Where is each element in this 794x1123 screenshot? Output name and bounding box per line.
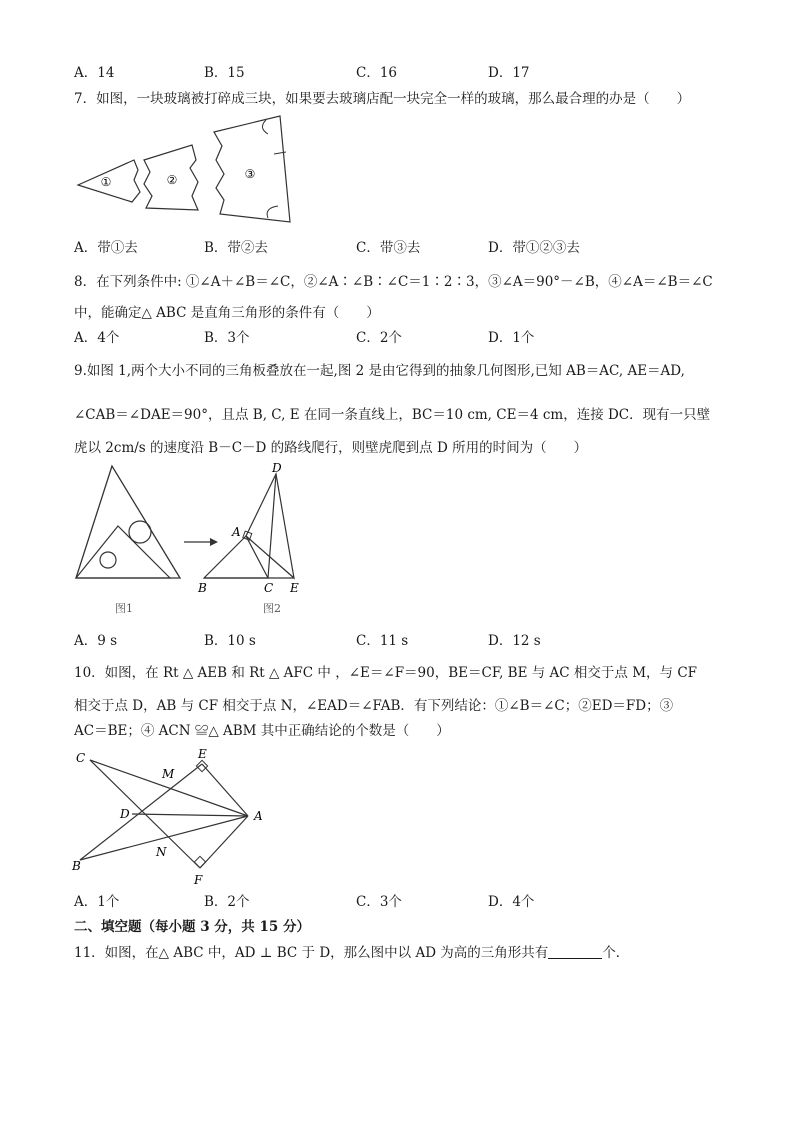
- q9-fig2-label-b: B: [198, 581, 207, 595]
- q10-label-c: C: [76, 751, 86, 765]
- q7-option-b: B．带②去: [204, 240, 268, 256]
- q8-options: [74, 329, 734, 347]
- q9-line-2: ∠CAB＝∠DAE＝90°，且点 B, C, E 在同一条直线上，BC＝10 cm, CE＝4 cm，连接 DC．现有一只壁: [74, 407, 711, 423]
- q9-figure: [72, 462, 312, 622]
- q9-option-a: A．9 s: [74, 633, 118, 649]
- q10-label-f: F: [194, 873, 203, 887]
- q10-option-a: A．1个: [74, 894, 120, 910]
- q7-figure: [74, 110, 304, 232]
- q9-fig2-label-a: A: [232, 525, 241, 539]
- q11-stem-before: 11．如图，在△ ABC 中，AD ⊥ BC 于 D，那么图中以 AD 为高的三角形共有: [74, 945, 549, 961]
- q9-options: [74, 632, 734, 650]
- q9-line-3: 虎以 2cm/s 的速度沿 B－C－D 的路线爬行，则壁虎爬到点 D 所用的时间为（ ）: [74, 440, 588, 456]
- q6-option-c: C．16: [356, 65, 398, 81]
- q10-option-c: C．3个: [356, 894, 402, 910]
- q10-segment-fa: [200, 816, 248, 868]
- q8-line-2: 中，能确定△ ABC 是直角三角形的条件有（ ）: [74, 305, 380, 321]
- q7-option-c: C．带③去: [356, 240, 421, 256]
- q9-fig2-label-d: D: [272, 462, 282, 475]
- q6-option-d: D．17: [488, 65, 530, 81]
- q11-stem: [74, 944, 629, 962]
- q9-option-d: D．12 s: [488, 633, 541, 649]
- q10-options: [74, 893, 734, 911]
- q10-option-d: D．4个: [488, 894, 535, 910]
- q7-options: [74, 239, 734, 257]
- q9-fig2-segment-dc: [268, 474, 276, 578]
- q9-fig2-triangle-ade: [246, 474, 294, 578]
- q10-label-b: B: [72, 859, 81, 873]
- q8-option-c: C．2个: [356, 330, 402, 346]
- q7-stem: 7．如图，一块玻璃被打碎成三块，如果要去玻璃店配一块完全一样的玻璃，那么最合理的办是（ ）: [74, 91, 691, 107]
- q7-option-d: D．带①②③去: [488, 240, 580, 256]
- q10-line-2: 相交于点 D，AB 与 CF 相交于点 N，∠EAD＝∠FAB．有下列结论：①∠B＝∠C；②ED＝FD；③: [74, 698, 674, 714]
- q8-option-a: A．4个: [74, 330, 120, 346]
- q10-label-a: A: [254, 809, 263, 823]
- q9-option-b: B．10 s: [204, 633, 256, 649]
- q9-fig1-small-circle: [100, 552, 116, 568]
- q7-option-a: A．带①去: [74, 240, 138, 256]
- q9-fig2-label-e: E: [290, 581, 299, 595]
- q11-stem-after: 个．: [602, 945, 630, 961]
- q10-line-3: AC＝BE；④ ACN ≌△ ABM 其中正确结论的个数是（ ）: [74, 723, 450, 739]
- q10-right-angle-e: [196, 760, 207, 771]
- q7-label-2: ②: [166, 173, 178, 187]
- q6-option-a: A．14: [74, 65, 115, 81]
- q10-label-d: D: [120, 807, 130, 821]
- q10-label-m: M: [162, 767, 175, 781]
- q7-label-1: ①: [100, 175, 112, 189]
- q9-line-1: 9.如图 1,两个大小不同的三角板叠放在一起,图 2 是由它得到的抽象几何图形,已知 AB＝AC, AE＝AD,: [74, 363, 685, 379]
- q10-option-b: B．2个: [204, 894, 250, 910]
- q10-right-angle-f: [194, 856, 205, 867]
- q8-line-1: 8．在下列条件中: ①∠A＋∠B＝∠C，②∠A∶∠B∶∠C＝1∶2∶3，③∠A＝90°－∠B，④∠A＝∠B＝∠C: [74, 274, 713, 290]
- q9-fig2-caption: 图2: [263, 602, 281, 615]
- q10-figure: [70, 744, 280, 888]
- q10-label-n: N: [156, 845, 167, 859]
- q6-options: [74, 64, 734, 82]
- q8-option-b: B．3个: [204, 330, 250, 346]
- q10-line-1: 10．如图，在 Rt △ AEB 和 Rt △ AFC 中 ，∠E＝∠F＝90，BE＝CF, BE 与 AC 相交于点 M，与 CF: [74, 665, 698, 681]
- q7-label-3: ③: [244, 167, 256, 181]
- q9-arrowhead: [210, 538, 218, 546]
- q9-option-c: C．11 s: [356, 633, 409, 649]
- q10-label-e: E: [198, 747, 207, 761]
- section-2-heading: 二、填空题（每小题 3 分，共 15 分）: [74, 919, 310, 935]
- q10-segment-da: [132, 814, 248, 816]
- q9-fig2-segment-ab-to-e: [246, 536, 294, 578]
- q11-answer-blank[interactable]: [548, 944, 602, 959]
- q8-option-d: D．1个: [488, 330, 535, 346]
- q6-option-b: B．15: [204, 65, 245, 81]
- q9-fig2-label-c: C: [264, 581, 274, 595]
- q9-fig1-large-triangle: [76, 466, 180, 578]
- q9-fig1-caption: 图1: [115, 602, 133, 615]
